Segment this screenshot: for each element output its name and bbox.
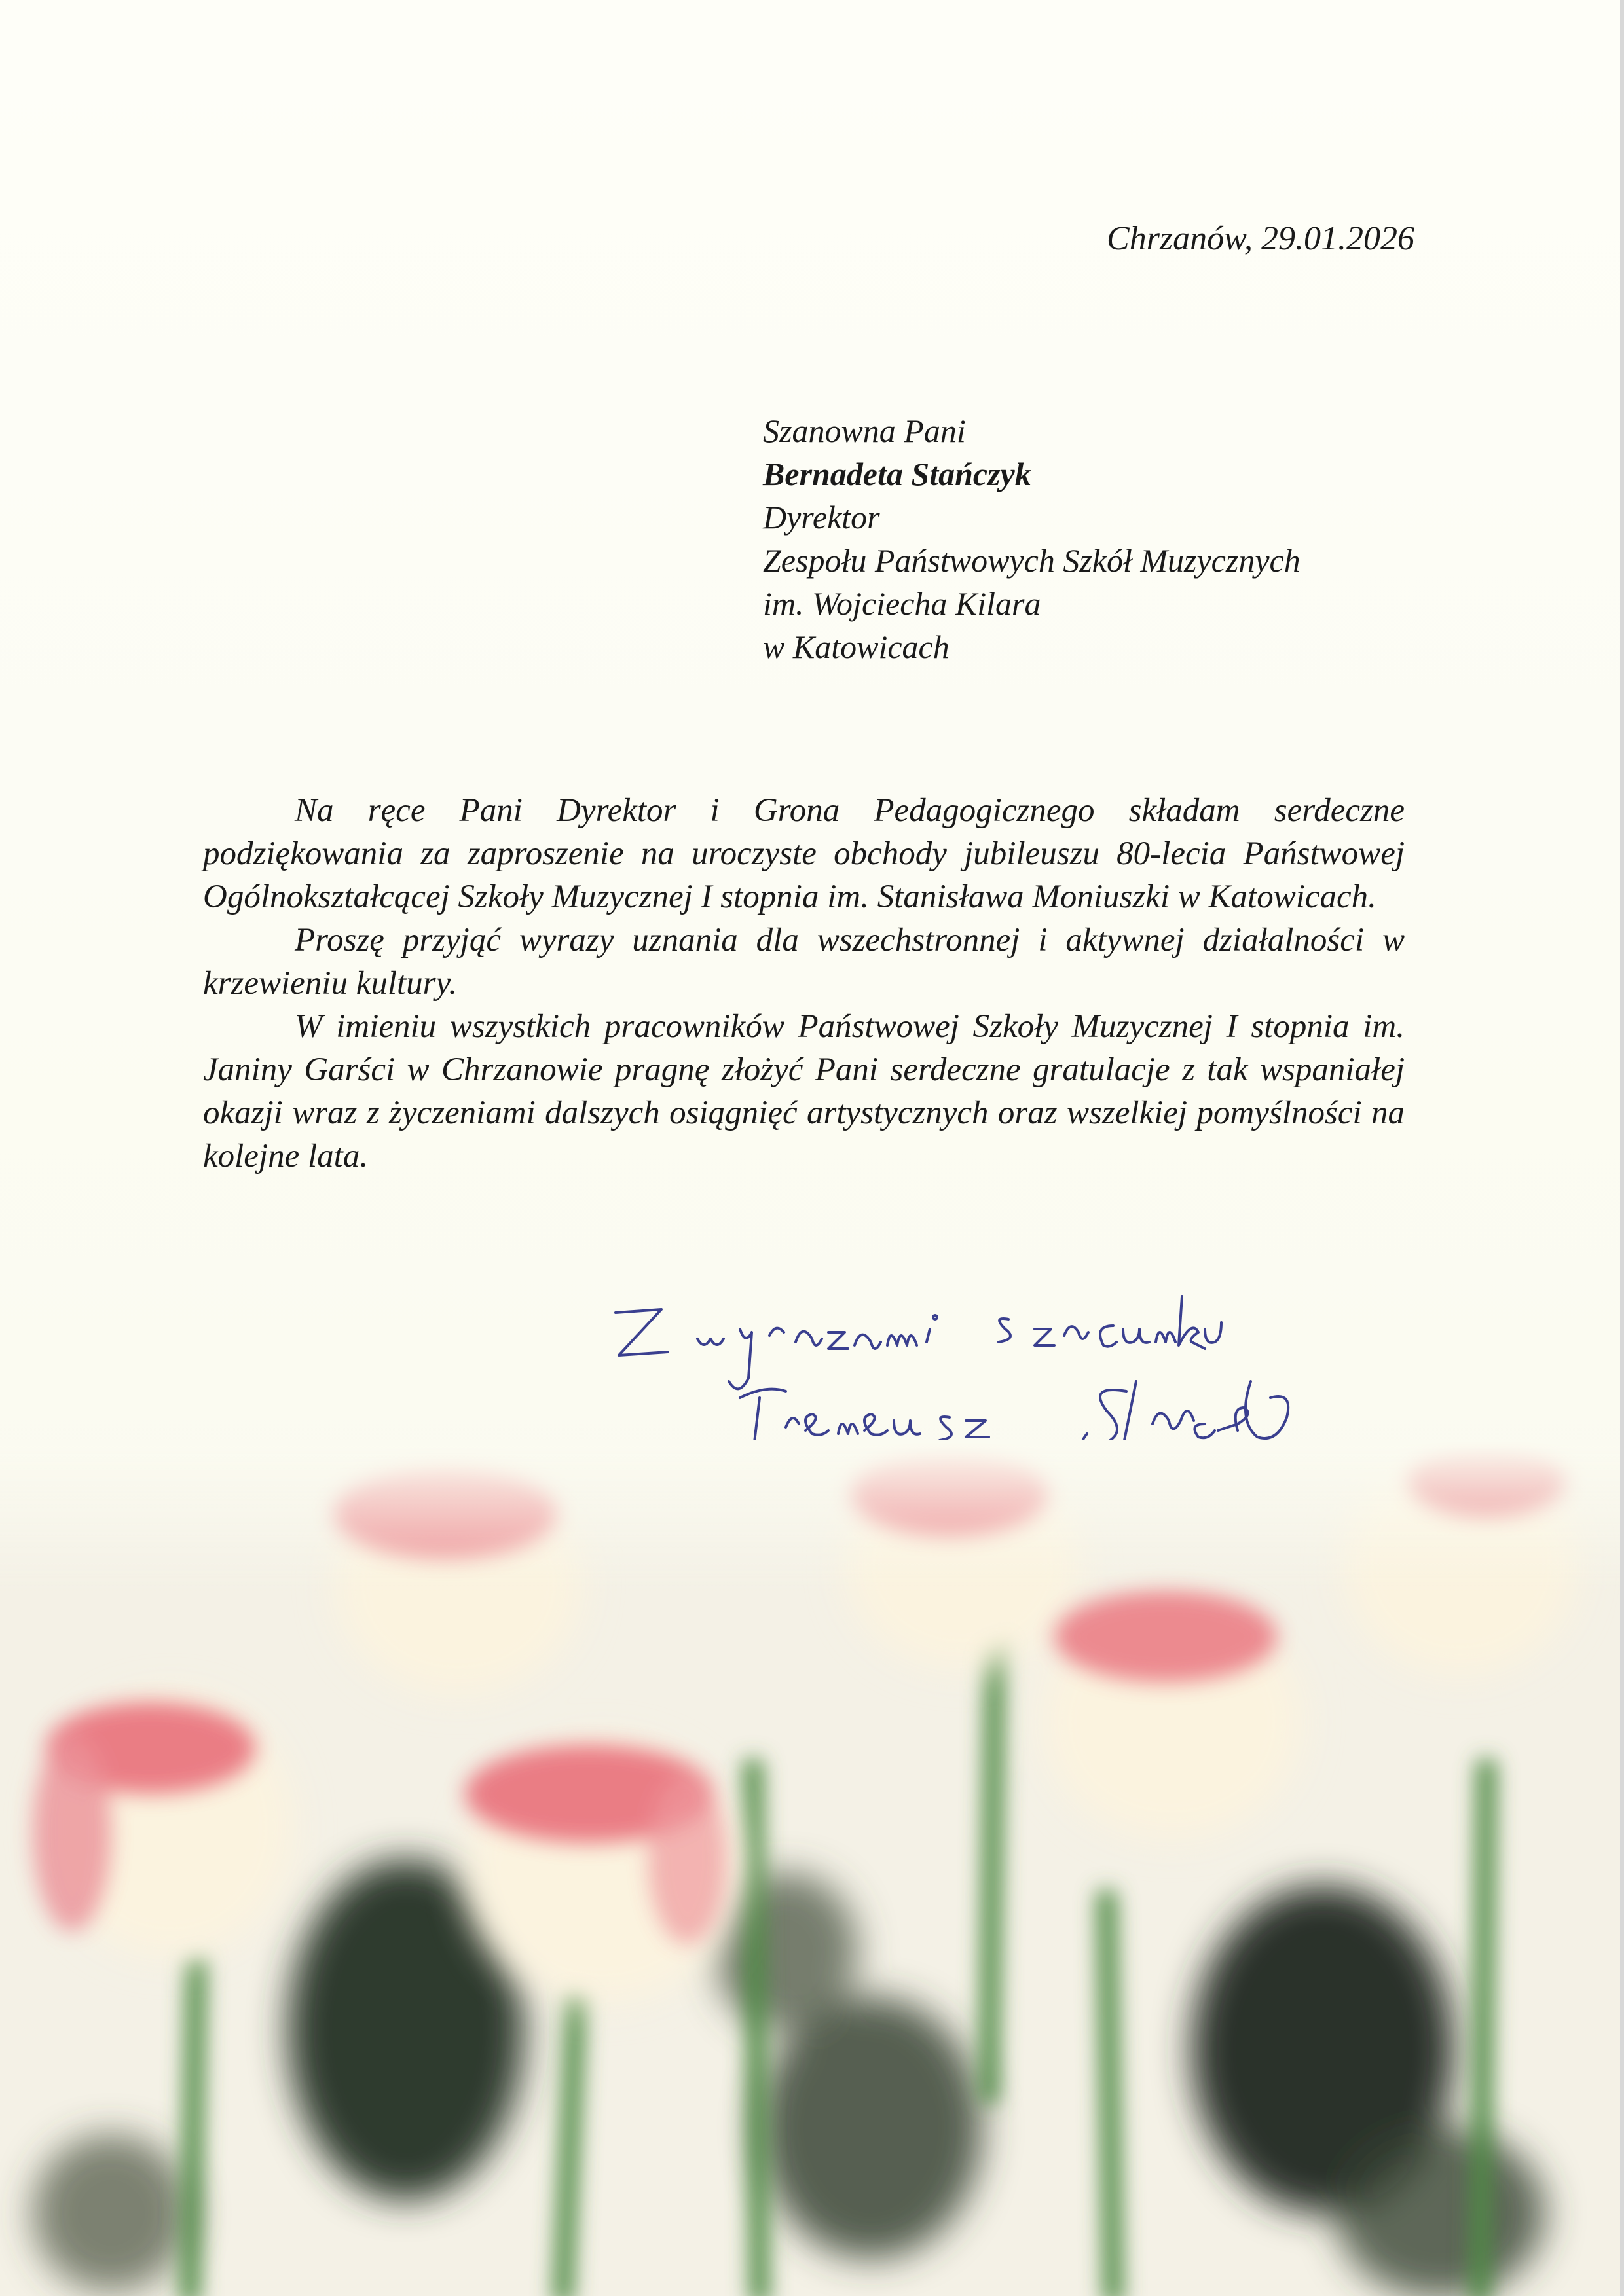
salutation: Szanowna Pani (763, 412, 966, 449)
recipient-block (763, 409, 1483, 668)
institution-line-2: im. Wojciecha Kilara (763, 585, 1041, 622)
roses-decoration (0, 1440, 1624, 2296)
institution-line-1: Zespołu Państwowych Szkół Muzycznych (763, 542, 1301, 579)
letter-body (203, 789, 1405, 1178)
recipient-name: Bernadeta Stańczyk (763, 456, 1031, 492)
paragraph-1: Na ręce Pani Dyrektor i Grona Pedagogicznego składam serdeczne podziękowania za zaproszenie na uroczyste obchody jubileuszu 80-lecia Państwowej Ogólnokształcącej Szkoły Muzycznej I stopnia im. Stanisława Moniuszki w Katowicach. (203, 792, 1405, 915)
date-line: Chrzanów, 29.01.2026 (1107, 220, 1414, 257)
institution-line-3: w Katowicach (763, 629, 950, 665)
recipient-title: Dyrektor (763, 499, 880, 536)
paragraph-3: W imieniu wszystkich pracowników Państwowej Szkoły Muzycznej I stopnia im. Janiny Garści w Chrzanowie pragnę złożyć Pani serdeczne gratulacje z tak wspaniałej okazji wraz z życzeniami dalszych osiągnięć artystycznych oraz wszelkiej pomyślności na kolejne lata. (203, 1008, 1405, 1175)
scan-edge (1620, 0, 1624, 2296)
paragraph-2: Proszę przyjąć wyrazy uznania dla wszechstronnej i aktywnej działalności w krzewieniu kultury. (203, 922, 1405, 1002)
roses-photo (0, 1440, 1624, 2296)
